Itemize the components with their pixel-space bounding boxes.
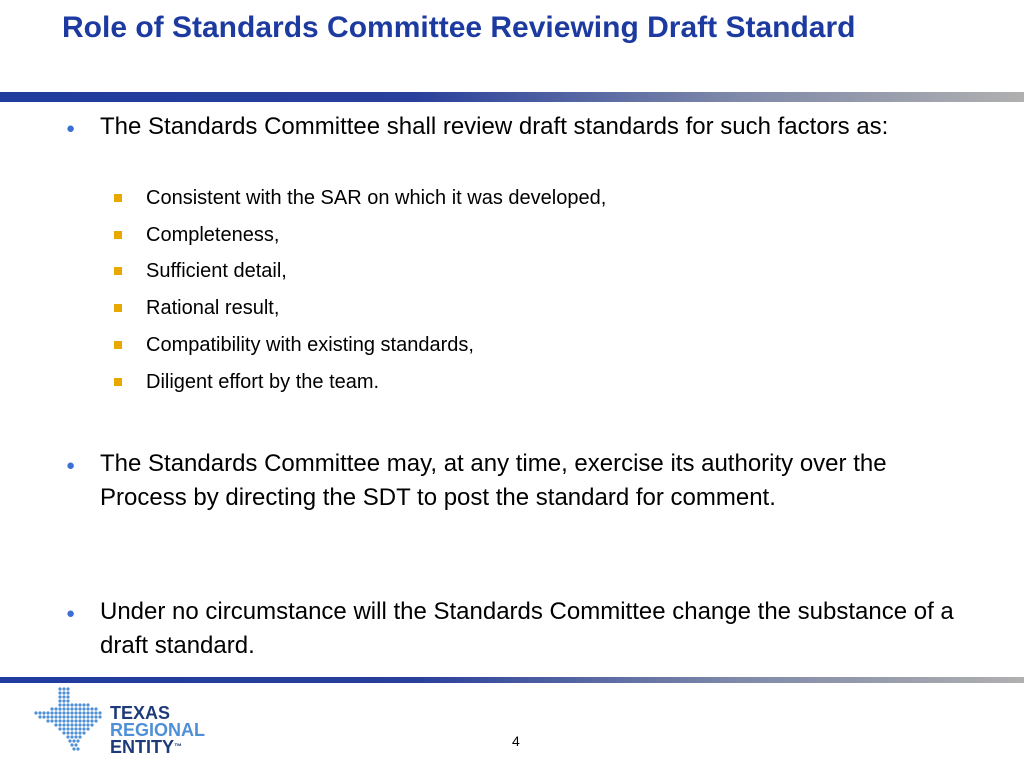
- square-bullet-icon: [114, 231, 122, 239]
- square-bullet-icon: [114, 341, 122, 349]
- bullet-1-text: The Standards Committee shall review draft standards for such factors as:: [100, 113, 889, 140]
- square-bullet-icon: [114, 304, 122, 312]
- footer-divider: [0, 677, 1024, 683]
- logo-text-regional: REGIONAL: [110, 720, 206, 740]
- page-number: 4: [512, 733, 520, 749]
- subitem-2: Completeness,: [146, 224, 280, 246]
- subitem-5: Compatibility with existing standards,: [146, 334, 474, 356]
- trademark-symbol: ™: [174, 742, 183, 751]
- bullet-2-text: The Standards Committee may, at any time, exercise its authority over the Process by directing the SDT to post the standard for comment.: [100, 450, 887, 511]
- texas-regional-entity-logo: [30, 684, 220, 756]
- subitem-3: Sufficient detail,: [146, 260, 287, 282]
- bullet-dot-icon: ●: [66, 457, 76, 474]
- square-bullet-icon: [114, 267, 122, 275]
- bullet-dot-icon: ●: [66, 120, 76, 137]
- logo-text-texas: TEXAS: [110, 703, 171, 723]
- subitem-1: Consistent with the SAR on which it was developed,: [146, 187, 607, 209]
- square-bullet-icon: [114, 378, 122, 386]
- logo-text-entity: [110, 738, 182, 756]
- subitem-6: Diligent effort by the team.: [146, 371, 380, 393]
- bullet-3-text: Under no circumstance will the Standards Committee change the substance of a draft standard.: [100, 598, 954, 659]
- logo-text-entity-word: ENTITY: [110, 737, 175, 757]
- slide-title: Role of Standards Committee Reviewing Draft Standard: [62, 11, 856, 44]
- subitem-4: Rational result,: [146, 297, 280, 319]
- square-bullet-icon: [114, 194, 122, 202]
- texas-map-dots-icon: [30, 684, 108, 756]
- bullet-dot-icon: ●: [66, 605, 76, 622]
